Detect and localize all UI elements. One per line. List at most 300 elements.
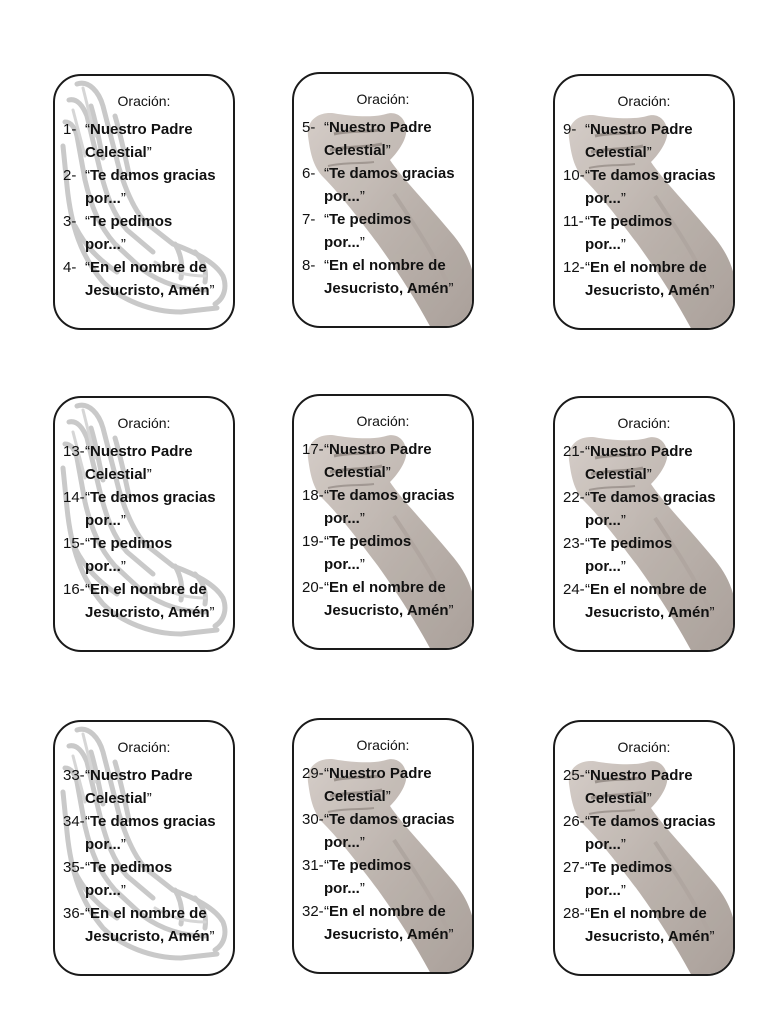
step-number: 30- bbox=[302, 811, 324, 828]
step-text bbox=[585, 187, 626, 210]
step-text-line-2: Jesucristo, Amén bbox=[324, 602, 449, 619]
prayer-steps bbox=[63, 440, 233, 624]
close-quote: ” bbox=[209, 928, 215, 945]
step-text-line-1: Nuestro Padre bbox=[329, 765, 432, 782]
prayer-step-continuation bbox=[563, 279, 733, 302]
step-text-line-1: Nuestro Padre bbox=[590, 767, 693, 784]
prayer-steps bbox=[63, 118, 233, 302]
step-text-line-1: Te pedimos bbox=[90, 535, 173, 552]
prayer-step bbox=[63, 578, 233, 601]
step-number: 25- bbox=[563, 767, 585, 784]
open-quote: “ bbox=[585, 121, 590, 138]
step-text-line-1: Te pedimos bbox=[329, 211, 412, 228]
step-text-line-1: En el nombre de bbox=[90, 259, 207, 276]
prayer-step bbox=[302, 900, 472, 923]
step-number: 6- bbox=[302, 165, 316, 182]
step-number: 13- bbox=[63, 443, 85, 460]
step-text bbox=[585, 925, 715, 948]
step-indent bbox=[563, 925, 585, 948]
step-text-line-2: por... bbox=[85, 236, 121, 253]
close-quote: ” bbox=[385, 788, 391, 805]
step-text-line-1: En el nombre de bbox=[90, 905, 207, 922]
card-title: Oración: bbox=[356, 737, 410, 753]
step-text-line-1: Nuestro Padre bbox=[90, 121, 193, 138]
close-quote: ” bbox=[620, 512, 626, 529]
card-content bbox=[555, 76, 733, 328]
step-number: 27- bbox=[563, 859, 585, 876]
card-title: Oración: bbox=[617, 739, 671, 755]
step-text-line-2: por... bbox=[324, 510, 360, 527]
step-text bbox=[85, 833, 126, 856]
step-text bbox=[585, 233, 626, 256]
step-text bbox=[85, 463, 152, 486]
prayer-step-continuation bbox=[302, 507, 472, 530]
step-text bbox=[585, 486, 716, 509]
step-number: 3- bbox=[63, 213, 77, 230]
prayer-step-continuation bbox=[63, 279, 233, 302]
prayer-step bbox=[563, 578, 733, 601]
open-quote: “ bbox=[324, 811, 329, 828]
prayer-steps bbox=[63, 764, 233, 948]
close-quote: ” bbox=[385, 464, 391, 481]
prayer-step bbox=[63, 118, 233, 141]
step-text bbox=[585, 532, 672, 555]
prayer-step-continuation bbox=[563, 509, 733, 532]
step-number: 26- bbox=[563, 813, 585, 830]
step-indent bbox=[63, 233, 85, 256]
prayer-step-continuation bbox=[302, 785, 472, 808]
close-quote: ” bbox=[709, 282, 715, 299]
step-indent bbox=[302, 923, 324, 946]
step-indent bbox=[63, 141, 85, 164]
step-text bbox=[324, 599, 454, 622]
step-text-line-2: Jesucristo, Amén bbox=[324, 926, 449, 943]
step-text bbox=[585, 787, 652, 810]
prayer-step bbox=[302, 576, 472, 599]
step-text-line-1: Te pedimos bbox=[90, 859, 173, 876]
step-text bbox=[85, 925, 215, 948]
step-text-line-1: Te damos gracias bbox=[590, 167, 716, 184]
close-quote: ” bbox=[620, 236, 626, 253]
step-number: 19- bbox=[302, 533, 324, 550]
step-indent bbox=[63, 601, 85, 624]
step-text-line-2: por... bbox=[585, 512, 621, 529]
prayer-step bbox=[302, 162, 472, 185]
close-quote: ” bbox=[120, 882, 126, 899]
step-indent bbox=[302, 461, 324, 484]
prayer-card bbox=[553, 74, 735, 330]
prayer-card bbox=[53, 720, 235, 976]
open-quote: “ bbox=[585, 905, 590, 922]
prayer-step bbox=[63, 486, 233, 509]
close-quote: ” bbox=[359, 510, 365, 527]
step-text-line-2: por... bbox=[324, 556, 360, 573]
step-text-line-1: Nuestro Padre bbox=[590, 121, 693, 138]
prayer-step bbox=[302, 438, 472, 461]
step-text-line-2: Celestial bbox=[85, 144, 147, 161]
card-title: Oración: bbox=[617, 415, 671, 431]
step-text bbox=[585, 810, 716, 833]
card-content bbox=[555, 398, 733, 650]
prayer-steps bbox=[563, 118, 733, 302]
card-title: Oración: bbox=[356, 413, 410, 429]
card-title: Oración: bbox=[117, 415, 171, 431]
step-text-line-1: Te damos gracias bbox=[329, 487, 455, 504]
step-number: 16- bbox=[63, 581, 85, 598]
open-quote: “ bbox=[324, 211, 329, 228]
prayer-step bbox=[302, 762, 472, 785]
step-indent bbox=[63, 555, 85, 578]
card-title: Oración: bbox=[117, 93, 171, 109]
step-text bbox=[585, 856, 672, 879]
step-text-line-2: por... bbox=[324, 234, 360, 251]
step-text bbox=[85, 879, 126, 902]
close-quote: ” bbox=[448, 926, 454, 943]
close-quote: ” bbox=[209, 282, 215, 299]
open-quote: “ bbox=[85, 213, 90, 230]
close-quote: ” bbox=[359, 234, 365, 251]
step-indent bbox=[563, 601, 585, 624]
step-text-line-2: por... bbox=[85, 558, 121, 575]
prayer-step-continuation bbox=[302, 461, 472, 484]
prayer-step bbox=[63, 440, 233, 463]
step-text-line-2: por... bbox=[85, 882, 121, 899]
step-text bbox=[585, 141, 652, 164]
step-text bbox=[585, 902, 707, 925]
step-number: 5- bbox=[302, 119, 316, 136]
prayer-step bbox=[63, 810, 233, 833]
step-indent bbox=[563, 187, 585, 210]
step-text-line-2: por... bbox=[585, 236, 621, 253]
step-number: 2- bbox=[63, 167, 77, 184]
step-number: 11- bbox=[563, 213, 584, 230]
prayer-step bbox=[563, 256, 733, 279]
step-text bbox=[585, 279, 715, 302]
step-number: 21- bbox=[563, 443, 585, 460]
step-text bbox=[85, 440, 193, 463]
step-text bbox=[324, 484, 455, 507]
prayer-step bbox=[563, 440, 733, 463]
step-text-line-1: En el nombre de bbox=[590, 581, 707, 598]
step-indent bbox=[563, 141, 585, 164]
open-quote: “ bbox=[85, 535, 90, 552]
step-text bbox=[324, 139, 391, 162]
prayer-step bbox=[63, 856, 233, 879]
step-text bbox=[85, 787, 152, 810]
step-number: 1- bbox=[63, 121, 77, 138]
prayer-step-continuation bbox=[302, 553, 472, 576]
open-quote: “ bbox=[585, 813, 590, 830]
close-quote: ” bbox=[620, 558, 626, 575]
step-text-line-1: Te damos gracias bbox=[90, 813, 216, 830]
prayer-step bbox=[302, 208, 472, 231]
step-text bbox=[324, 208, 411, 231]
step-indent bbox=[563, 555, 585, 578]
step-indent bbox=[302, 553, 324, 576]
step-text-line-1: En el nombre de bbox=[90, 581, 207, 598]
step-indent bbox=[63, 187, 85, 210]
step-text-line-2: por... bbox=[85, 512, 121, 529]
close-quote: ” bbox=[146, 144, 152, 161]
step-indent bbox=[302, 877, 324, 900]
step-text bbox=[324, 576, 446, 599]
step-text bbox=[585, 764, 693, 787]
step-indent bbox=[63, 833, 85, 856]
step-text bbox=[324, 507, 365, 530]
step-text-line-2: Jesucristo, Amén bbox=[85, 282, 210, 299]
open-quote: “ bbox=[324, 257, 329, 274]
step-indent bbox=[302, 185, 324, 208]
open-quote: “ bbox=[324, 765, 329, 782]
step-text bbox=[85, 856, 172, 879]
step-text-line-1: Nuestro Padre bbox=[590, 443, 693, 460]
step-number: 33- bbox=[63, 767, 85, 784]
step-text-line-1: Te damos gracias bbox=[590, 813, 716, 830]
card-title: Oración: bbox=[356, 91, 410, 107]
prayer-step-continuation bbox=[302, 139, 472, 162]
prayer-step bbox=[302, 484, 472, 507]
prayer-step-continuation bbox=[563, 601, 733, 624]
step-number: 12- bbox=[563, 259, 585, 276]
step-number: 8- bbox=[302, 257, 316, 274]
step-indent bbox=[563, 787, 585, 810]
card-content bbox=[294, 396, 472, 648]
close-quote: ” bbox=[120, 190, 126, 207]
step-indent bbox=[302, 785, 324, 808]
prayer-step bbox=[563, 810, 733, 833]
close-quote: ” bbox=[646, 790, 652, 807]
close-quote: ” bbox=[709, 928, 715, 945]
open-quote: “ bbox=[85, 813, 90, 830]
card-title: Oración: bbox=[617, 93, 671, 109]
prayer-step bbox=[302, 808, 472, 831]
step-indent bbox=[302, 599, 324, 622]
open-quote: “ bbox=[324, 903, 329, 920]
step-text bbox=[85, 256, 207, 279]
prayer-step bbox=[63, 164, 233, 187]
step-indent bbox=[563, 279, 585, 302]
close-quote: ” bbox=[146, 790, 152, 807]
card-content bbox=[55, 76, 233, 328]
step-text-line-1: En el nombre de bbox=[590, 905, 707, 922]
step-text bbox=[85, 118, 193, 141]
step-text bbox=[324, 877, 365, 900]
card-content bbox=[55, 398, 233, 650]
step-text-line-1: Te pedimos bbox=[590, 535, 673, 552]
step-text bbox=[585, 463, 652, 486]
step-text bbox=[585, 164, 716, 187]
step-text bbox=[85, 601, 215, 624]
step-text bbox=[324, 854, 411, 877]
close-quote: ” bbox=[359, 834, 365, 851]
step-text-line-2: Jesucristo, Amén bbox=[85, 604, 210, 621]
open-quote: “ bbox=[85, 121, 90, 138]
step-indent bbox=[302, 231, 324, 254]
step-indent bbox=[63, 925, 85, 948]
step-text-line-2: por... bbox=[585, 836, 621, 853]
open-quote: “ bbox=[324, 165, 329, 182]
step-indent bbox=[563, 509, 585, 532]
step-text-line-2: Jesucristo, Amén bbox=[585, 282, 710, 299]
step-text-line-2: Celestial bbox=[85, 790, 147, 807]
prayer-step-continuation bbox=[63, 141, 233, 164]
step-text-line-1: Te damos gracias bbox=[329, 811, 455, 828]
step-indent bbox=[302, 277, 324, 300]
open-quote: “ bbox=[585, 443, 590, 460]
step-indent bbox=[302, 139, 324, 162]
close-quote: ” bbox=[120, 558, 126, 575]
prayer-step-continuation bbox=[302, 231, 472, 254]
step-number: 35- bbox=[63, 859, 85, 876]
step-text bbox=[324, 785, 391, 808]
step-number: 22- bbox=[563, 489, 585, 506]
open-quote: “ bbox=[85, 859, 90, 876]
step-text bbox=[324, 900, 446, 923]
step-number: 24- bbox=[563, 581, 585, 598]
step-indent bbox=[63, 463, 85, 486]
open-quote: “ bbox=[324, 857, 329, 874]
step-indent bbox=[63, 787, 85, 810]
close-quote: ” bbox=[646, 144, 652, 161]
step-text-line-2: Celestial bbox=[585, 144, 647, 161]
step-text bbox=[85, 578, 207, 601]
step-text bbox=[85, 509, 126, 532]
step-text bbox=[85, 555, 126, 578]
step-text-line-2: Celestial bbox=[585, 790, 647, 807]
open-quote: “ bbox=[85, 767, 90, 784]
step-number: 14- bbox=[63, 489, 85, 506]
open-quote: “ bbox=[324, 487, 329, 504]
prayer-card bbox=[53, 74, 235, 330]
close-quote: ” bbox=[146, 466, 152, 483]
prayer-step bbox=[302, 854, 472, 877]
step-text-line-2: Jesucristo, Amén bbox=[585, 928, 710, 945]
step-text bbox=[85, 810, 216, 833]
card-content bbox=[294, 720, 472, 972]
step-text-line-1: Te pedimos bbox=[590, 859, 673, 876]
step-text-line-2: Celestial bbox=[324, 464, 386, 481]
step-text bbox=[585, 509, 626, 532]
step-number: 9- bbox=[563, 121, 577, 138]
prayer-step bbox=[63, 764, 233, 787]
close-quote: ” bbox=[359, 880, 365, 897]
prayer-step bbox=[563, 532, 733, 555]
step-number: 10- bbox=[563, 167, 585, 184]
step-number: 28- bbox=[563, 905, 585, 922]
step-number: 4- bbox=[63, 259, 77, 276]
step-number: 29- bbox=[302, 765, 324, 782]
step-text bbox=[85, 210, 172, 233]
step-text bbox=[324, 762, 432, 785]
open-quote: “ bbox=[85, 167, 90, 184]
step-number: 31- bbox=[302, 857, 324, 874]
step-indent bbox=[302, 507, 324, 530]
step-text-line-1: Te pedimos bbox=[329, 533, 412, 550]
prayer-step-continuation bbox=[302, 923, 472, 946]
step-text bbox=[324, 162, 455, 185]
step-text-line-1: Te damos gracias bbox=[590, 489, 716, 506]
step-text bbox=[85, 141, 152, 164]
step-text bbox=[324, 254, 446, 277]
step-text bbox=[324, 277, 454, 300]
prayer-step-continuation bbox=[563, 787, 733, 810]
open-quote: “ bbox=[85, 489, 90, 506]
open-quote: “ bbox=[85, 443, 90, 460]
prayer-step-continuation bbox=[563, 833, 733, 856]
step-text bbox=[85, 764, 193, 787]
step-indent bbox=[63, 509, 85, 532]
prayer-steps bbox=[302, 438, 472, 622]
prayer-step-continuation bbox=[302, 185, 472, 208]
open-quote: “ bbox=[585, 213, 590, 230]
prayer-step-continuation bbox=[63, 601, 233, 624]
step-text bbox=[85, 233, 126, 256]
prayer-steps bbox=[563, 440, 733, 624]
prayer-steps bbox=[563, 764, 733, 948]
prayer-step bbox=[63, 256, 233, 279]
step-text bbox=[585, 440, 693, 463]
step-indent bbox=[563, 233, 585, 256]
step-text bbox=[85, 486, 216, 509]
step-text-line-2: por... bbox=[324, 188, 360, 205]
close-quote: ” bbox=[620, 882, 626, 899]
prayer-step-continuation bbox=[63, 555, 233, 578]
prayer-step-continuation bbox=[302, 277, 472, 300]
step-text-line-1: Nuestro Padre bbox=[329, 441, 432, 458]
step-text-line-2: Celestial bbox=[324, 142, 386, 159]
prayer-card bbox=[292, 718, 474, 974]
step-text-line-2: por... bbox=[585, 558, 621, 575]
open-quote: “ bbox=[585, 581, 590, 598]
step-text bbox=[585, 256, 707, 279]
prayer-step-continuation bbox=[63, 509, 233, 532]
prayer-card bbox=[553, 396, 735, 652]
step-text bbox=[85, 902, 207, 925]
step-number: 36- bbox=[63, 905, 85, 922]
open-quote: “ bbox=[324, 533, 329, 550]
step-text-line-1: Te damos gracias bbox=[90, 167, 216, 184]
step-text bbox=[324, 231, 365, 254]
open-quote: “ bbox=[585, 535, 590, 552]
step-text-line-1: Te pedimos bbox=[590, 213, 673, 230]
step-text-line-1: Te damos gracias bbox=[90, 489, 216, 506]
prayer-step-continuation bbox=[563, 925, 733, 948]
step-text bbox=[85, 164, 216, 187]
prayer-card bbox=[553, 720, 735, 976]
step-indent bbox=[63, 279, 85, 302]
prayer-step bbox=[563, 902, 733, 925]
step-text-line-1: Nuestro Padre bbox=[90, 767, 193, 784]
prayer-step bbox=[563, 164, 733, 187]
step-text-line-2: por... bbox=[324, 834, 360, 851]
prayer-step bbox=[563, 118, 733, 141]
card-content bbox=[294, 74, 472, 326]
open-quote: “ bbox=[324, 441, 329, 458]
prayer-step-continuation bbox=[563, 141, 733, 164]
prayer-step-continuation bbox=[63, 925, 233, 948]
close-quote: ” bbox=[359, 556, 365, 573]
close-quote: ” bbox=[620, 836, 626, 853]
prayer-step-continuation bbox=[63, 833, 233, 856]
step-text bbox=[324, 553, 365, 576]
step-number: 15- bbox=[63, 535, 85, 552]
step-text-line-1: Te damos gracias bbox=[329, 165, 455, 182]
prayer-step-continuation bbox=[63, 187, 233, 210]
step-text bbox=[585, 833, 626, 856]
prayer-step-continuation bbox=[63, 233, 233, 256]
prayer-step-continuation bbox=[563, 879, 733, 902]
step-text-line-1: Te pedimos bbox=[329, 857, 412, 874]
